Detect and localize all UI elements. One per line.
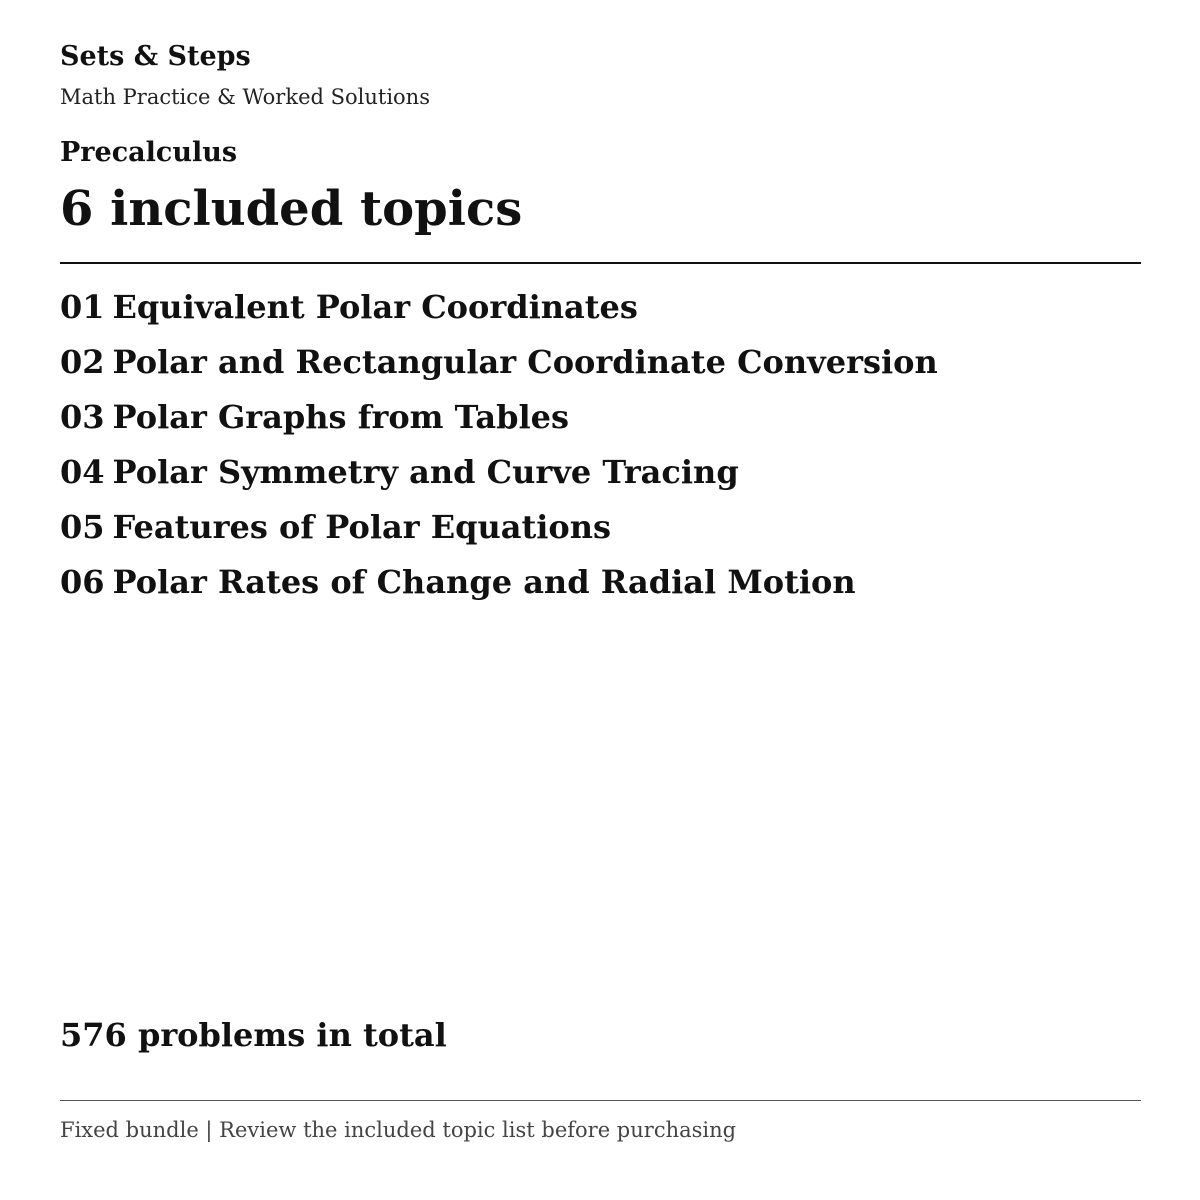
list-item [60, 555, 938, 610]
topic-number: 03 [60, 398, 105, 436]
list-item [60, 390, 938, 445]
topic-title: Polar Graphs from Tables [112, 398, 570, 436]
topic-number: 01 [60, 288, 105, 326]
topic-number: 05 [60, 508, 105, 546]
subject-label: Precalculus [60, 137, 238, 168]
list-item [60, 335, 938, 390]
topic-number: 04 [60, 453, 105, 491]
topic-number: 06 [60, 563, 105, 601]
list-item [60, 280, 938, 335]
topic-title: Polar Symmetry and Curve Tracing [112, 453, 739, 491]
topic-list [60, 280, 938, 610]
footer-note: Fixed bundle | Review the included topic list before purchasing [60, 1118, 737, 1142]
topic-number: 02 [60, 343, 105, 381]
page-title: 6 included topics [60, 181, 523, 237]
topic-title: Features of Polar Equations [112, 508, 612, 546]
divider-thick [60, 262, 1141, 264]
topic-title: Polar and Rectangular Coordinate Conversion [112, 343, 938, 381]
list-item [60, 500, 938, 555]
topic-title: Polar Rates of Change and Radial Motion [112, 563, 856, 601]
problem-total: 576 problems in total [60, 1016, 447, 1054]
list-item [60, 445, 938, 500]
tagline: Math Practice & Worked Solutions [60, 85, 430, 109]
divider-thin [60, 1100, 1141, 1101]
topic-title: Equivalent Polar Coordinates [112, 288, 638, 326]
brand-name: Sets & Steps [60, 41, 251, 72]
